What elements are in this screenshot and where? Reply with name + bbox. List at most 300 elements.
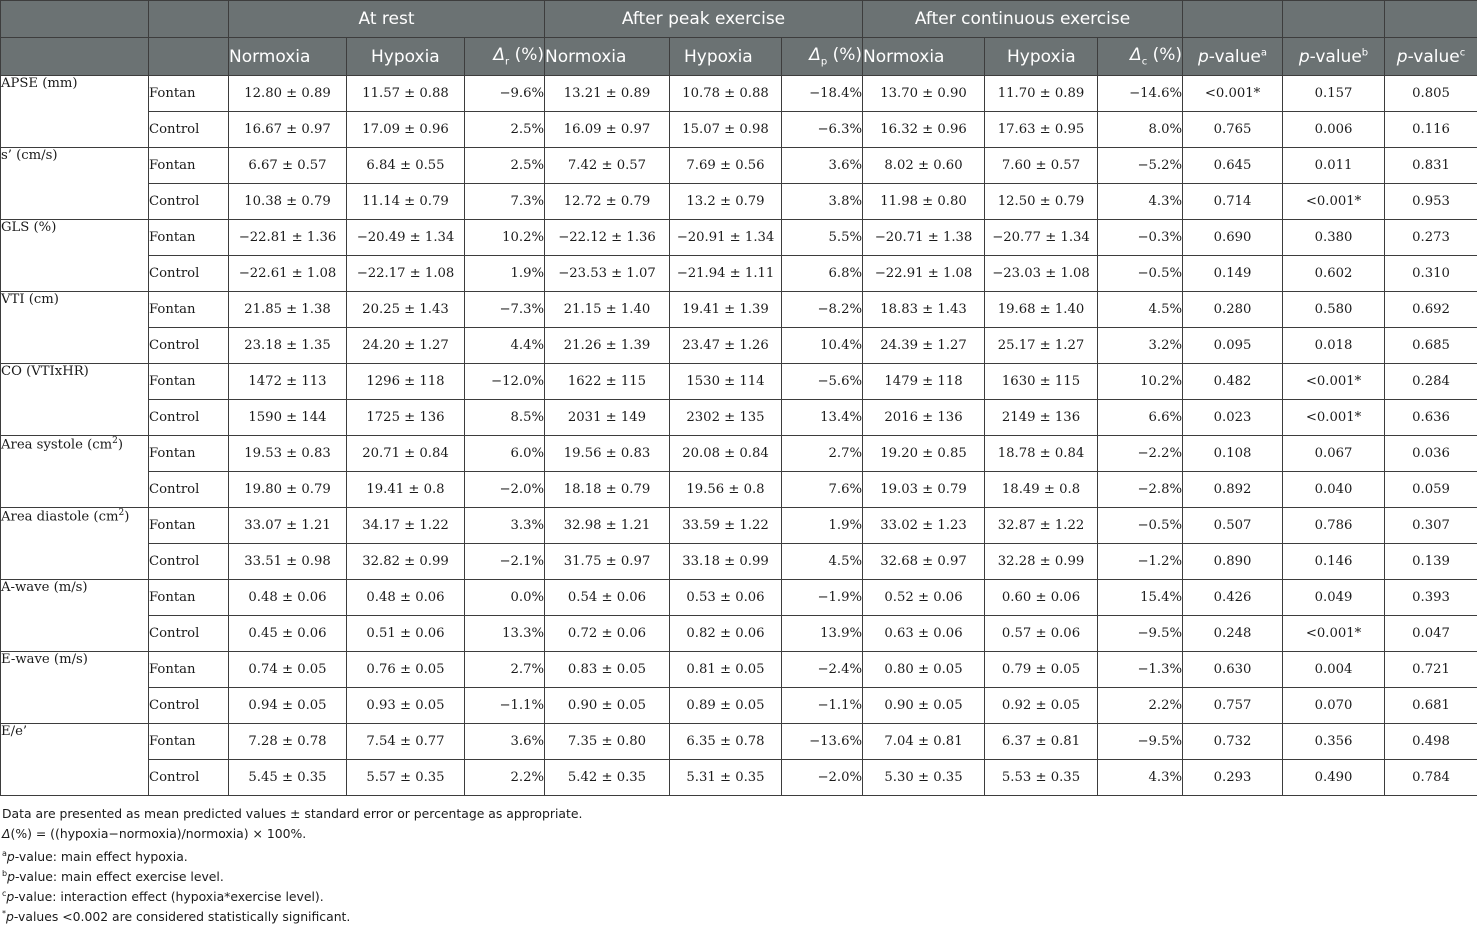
cell-normoxia-rest: 7.28 ± 0.78 xyxy=(229,724,347,760)
group-label: Fontan xyxy=(149,580,229,616)
cell-hypoxia-peak: 23.47 ± 1.26 xyxy=(670,328,782,364)
cell-normoxia-continuous: 33.02 ± 1.23 xyxy=(863,508,985,544)
cell-normoxia-rest: 10.38 ± 0.79 xyxy=(229,184,347,220)
group-label: Control xyxy=(149,616,229,652)
cell-delta-rest: −1.1% xyxy=(465,688,545,724)
cell-delta-rest: 2.5% xyxy=(465,148,545,184)
group-label: Fontan xyxy=(149,292,229,328)
cell-normoxia-rest: 0.48 ± 0.06 xyxy=(229,580,347,616)
cell-normoxia-peak: −22.12 ± 1.36 xyxy=(545,220,670,256)
cell-p-value-a: 0.248 xyxy=(1183,616,1283,652)
cell-normoxia-continuous: 32.68 ± 0.97 xyxy=(863,544,985,580)
table-row xyxy=(1,364,1477,400)
cell-hypoxia-rest: 1725 ± 136 xyxy=(347,400,465,436)
table-row xyxy=(1,436,1477,472)
cell-normoxia-rest: 1472 ± 113 xyxy=(229,364,347,400)
cell-hypoxia-peak: 6.35 ± 0.78 xyxy=(670,724,782,760)
cell-delta-rest: 13.3% xyxy=(465,616,545,652)
cell-delta-continuous: −2.8% xyxy=(1098,472,1183,508)
cell-delta-continuous: −14.6% xyxy=(1098,76,1183,112)
cell-delta-rest: 7.3% xyxy=(465,184,545,220)
cell-normoxia-peak: 0.90 ± 0.05 xyxy=(545,688,670,724)
col-normoxia-rest: Normoxia xyxy=(229,38,347,76)
cell-normoxia-continuous: 0.63 ± 0.06 xyxy=(863,616,985,652)
cell-normoxia-rest: 6.67 ± 0.57 xyxy=(229,148,347,184)
table-row xyxy=(1,76,1477,112)
cell-normoxia-rest: 16.67 ± 0.97 xyxy=(229,112,347,148)
cell-hypoxia-rest: 0.76 ± 0.05 xyxy=(347,652,465,688)
cell-hypoxia-continuous: 1630 ± 115 xyxy=(985,364,1098,400)
cell-delta-peak: 13.9% xyxy=(782,616,863,652)
cell-p-value-c: 0.307 xyxy=(1385,508,1477,544)
variable-label: Area diastole $(cm^2)$ xyxy=(1,508,149,580)
cell-hypoxia-rest: 19.41 ± 0.8 xyxy=(347,472,465,508)
cell-hypoxia-continuous: 0.79 ± 0.05 xyxy=(985,652,1098,688)
header-blank-pb xyxy=(1283,1,1385,38)
cell-hypoxia-peak: 0.53 ± 0.06 xyxy=(670,580,782,616)
cell-hypoxia-continuous: 25.17 ± 1.27 xyxy=(985,328,1098,364)
cell-delta-rest: 2.5% xyxy=(465,112,545,148)
cell-p-value-c: 0.059 xyxy=(1385,472,1477,508)
cell-hypoxia-peak: 0.89 ± 0.05 xyxy=(670,688,782,724)
cell-p-value-b: 0.580 xyxy=(1283,292,1385,328)
cell-delta-peak: −1.9% xyxy=(782,580,863,616)
group-label: Control xyxy=(149,112,229,148)
cell-hypoxia-peak: 2302 ± 135 xyxy=(670,400,782,436)
cell-hypoxia-continuous: 17.63 ± 0.95 xyxy=(985,112,1098,148)
col-p-value-b: p-value$^b$ xyxy=(1283,38,1385,76)
cell-delta-rest: −7.3% xyxy=(465,292,545,328)
cell-delta-rest: 6.0% xyxy=(465,436,545,472)
cell-p-value-b: 0.006 xyxy=(1283,112,1385,148)
cell-delta-rest: −12.0% xyxy=(465,364,545,400)
cell-p-value-c: 0.273 xyxy=(1385,220,1477,256)
cell-p-value-b: 0.157 xyxy=(1283,76,1385,112)
cell-delta-peak: 2.7% xyxy=(782,436,863,472)
cell-delta-peak: −1.1% xyxy=(782,688,863,724)
cell-hypoxia-continuous: 7.60 ± 0.57 xyxy=(985,148,1098,184)
cell-p-value-a: 0.507 xyxy=(1183,508,1283,544)
cell-hypoxia-continuous: 32.87 ± 1.22 xyxy=(985,508,1098,544)
cell-normoxia-peak: 5.42 ± 0.35 xyxy=(545,760,670,796)
col-p-value-c: p-value$^c$ xyxy=(1385,38,1477,76)
header-after-peak-exercise: After peak exercise xyxy=(545,1,863,38)
cell-p-value-c: 0.139 xyxy=(1385,544,1477,580)
cell-p-value-c: 0.692 xyxy=(1385,292,1477,328)
cell-normoxia-peak: 0.83 ± 0.05 xyxy=(545,652,670,688)
cell-p-value-a: 0.732 xyxy=(1183,724,1283,760)
variable-label: APSE (mm) xyxy=(1,76,149,148)
table-row xyxy=(1,472,1477,508)
cell-normoxia-peak: 13.21 ± 0.89 xyxy=(545,76,670,112)
group-label: Control xyxy=(149,184,229,220)
cell-normoxia-rest: 23.18 ± 1.35 xyxy=(229,328,347,364)
col-delta-rest: $\Delta_r$ (%) xyxy=(465,38,545,76)
cell-normoxia-continuous: 11.98 ± 0.80 xyxy=(863,184,985,220)
group-label: Fontan xyxy=(149,724,229,760)
group-label: Control xyxy=(149,472,229,508)
variable-label: s’ (cm/s) xyxy=(1,148,149,220)
group-label: Fontan xyxy=(149,508,229,544)
col-hypoxia-rest: Hypoxia xyxy=(347,38,465,76)
cell-hypoxia-rest: 6.84 ± 0.55 xyxy=(347,148,465,184)
cell-normoxia-peak: 12.72 ± 0.79 xyxy=(545,184,670,220)
variable-label: VTI (cm) xyxy=(1,292,149,364)
cell-p-value-a: 0.892 xyxy=(1183,472,1283,508)
variable-label: Area systole $(cm^2)$ xyxy=(1,436,149,508)
cell-hypoxia-rest: 0.51 ± 0.06 xyxy=(347,616,465,652)
cell-normoxia-continuous: 5.30 ± 0.35 xyxy=(863,760,985,796)
cell-delta-peak: −2.0% xyxy=(782,760,863,796)
cell-normoxia-rest: 19.80 ± 0.79 xyxy=(229,472,347,508)
cell-hypoxia-rest: 7.54 ± 0.77 xyxy=(347,724,465,760)
cell-hypoxia-continuous: 2149 ± 136 xyxy=(985,400,1098,436)
cell-p-value-b: 0.786 xyxy=(1283,508,1385,544)
cell-delta-continuous: 15.4% xyxy=(1098,580,1183,616)
cell-delta-peak: −6.3% xyxy=(782,112,863,148)
cell-normoxia-continuous: 2016 ± 136 xyxy=(863,400,985,436)
cell-delta-peak: 5.5% xyxy=(782,220,863,256)
cell-p-value-b: <0.001* xyxy=(1283,364,1385,400)
cell-p-value-a: 0.482 xyxy=(1183,364,1283,400)
header-at-rest: At rest xyxy=(229,1,545,38)
cell-p-value-c: 0.681 xyxy=(1385,688,1477,724)
cell-p-value-a: 0.293 xyxy=(1183,760,1283,796)
cell-hypoxia-peak: 33.59 ± 1.22 xyxy=(670,508,782,544)
cell-hypoxia-peak: 19.41 ± 1.39 xyxy=(670,292,782,328)
cell-p-value-b: 0.070 xyxy=(1283,688,1385,724)
cell-hypoxia-peak: 7.69 ± 0.56 xyxy=(670,148,782,184)
cell-normoxia-rest: 12.80 ± 0.89 xyxy=(229,76,347,112)
cell-delta-continuous: 2.2% xyxy=(1098,688,1183,724)
cell-normoxia-continuous: 0.52 ± 0.06 xyxy=(863,580,985,616)
group-label: Fontan xyxy=(149,364,229,400)
footnote-significance: *p-values <0.002 are considered statistically significant. xyxy=(2,904,1002,924)
cell-normoxia-continuous: 24.39 ± 1.27 xyxy=(863,328,985,364)
col-delta-continuous: $\Delta_c$ (%) xyxy=(1098,38,1183,76)
group-label: Control xyxy=(149,328,229,364)
cell-delta-continuous: 4.3% xyxy=(1098,760,1183,796)
footnote-c: $^c$p-value: interaction effect (hypoxia*exercise level). xyxy=(2,884,1002,904)
cell-hypoxia-rest: 24.20 ± 1.27 xyxy=(347,328,465,364)
header-blank-variable xyxy=(1,1,149,38)
cell-hypoxia-continuous: 18.49 ± 0.8 xyxy=(985,472,1098,508)
cell-normoxia-rest: 1590 ± 144 xyxy=(229,400,347,436)
cell-hypoxia-continuous: 19.68 ± 1.40 xyxy=(985,292,1098,328)
cell-normoxia-peak: 31.75 ± 0.97 xyxy=(545,544,670,580)
cell-normoxia-peak: 21.26 ± 1.39 xyxy=(545,328,670,364)
group-label: Fontan xyxy=(149,76,229,112)
group-label: Control xyxy=(149,544,229,580)
cell-p-value-c: 0.116 xyxy=(1385,112,1477,148)
cell-hypoxia-peak: 1530 ± 114 xyxy=(670,364,782,400)
cell-normoxia-peak: 2031 ± 149 xyxy=(545,400,670,436)
cell-normoxia-continuous: 19.20 ± 0.85 xyxy=(863,436,985,472)
cell-hypoxia-peak: 5.31 ± 0.35 xyxy=(670,760,782,796)
cell-hypoxia-peak: 19.56 ± 0.8 xyxy=(670,472,782,508)
cell-delta-continuous: −2.2% xyxy=(1098,436,1183,472)
cell-hypoxia-continuous: 18.78 ± 0.84 xyxy=(985,436,1098,472)
cell-normoxia-continuous: 19.03 ± 0.79 xyxy=(863,472,985,508)
cell-normoxia-peak: 7.35 ± 0.80 xyxy=(545,724,670,760)
cell-p-value-c: 0.953 xyxy=(1385,184,1477,220)
cell-delta-continuous: 4.3% xyxy=(1098,184,1183,220)
cell-normoxia-continuous: 0.80 ± 0.05 xyxy=(863,652,985,688)
col-p-value-a: p-value$^a$ xyxy=(1183,38,1283,76)
cell-delta-peak: 6.8% xyxy=(782,256,863,292)
table-row xyxy=(1,292,1477,328)
col-hypoxia-peak: Hypoxia xyxy=(670,38,782,76)
cell-hypoxia-continuous: 0.92 ± 0.05 xyxy=(985,688,1098,724)
cell-hypoxia-rest: 5.57 ± 0.35 xyxy=(347,760,465,796)
cell-p-value-a: 0.095 xyxy=(1183,328,1283,364)
table-row xyxy=(1,112,1477,148)
cell-hypoxia-peak: 20.08 ± 0.84 xyxy=(670,436,782,472)
cell-normoxia-rest: 19.53 ± 0.83 xyxy=(229,436,347,472)
col-hypoxia-continuous: Hypoxia xyxy=(985,38,1098,76)
cell-p-value-b: 0.067 xyxy=(1283,436,1385,472)
cell-delta-rest: 4.4% xyxy=(465,328,545,364)
cell-delta-continuous: 4.5% xyxy=(1098,292,1183,328)
cell-hypoxia-peak: 0.82 ± 0.06 xyxy=(670,616,782,652)
cell-delta-continuous: −5.2% xyxy=(1098,148,1183,184)
cell-hypoxia-continuous: −20.77 ± 1.34 xyxy=(985,220,1098,256)
cell-normoxia-continuous: −22.91 ± 1.08 xyxy=(863,256,985,292)
cell-delta-continuous: 10.2% xyxy=(1098,364,1183,400)
cell-hypoxia-peak: −21.94 ± 1.11 xyxy=(670,256,782,292)
cell-p-value-c: 0.721 xyxy=(1385,652,1477,688)
cell-normoxia-peak: 32.98 ± 1.21 xyxy=(545,508,670,544)
cell-delta-peak: 4.5% xyxy=(782,544,863,580)
cell-delta-peak: 13.4% xyxy=(782,400,863,436)
variable-label: CO (VTIxHR) xyxy=(1,364,149,436)
col-normoxia-continuous: Normoxia xyxy=(863,38,985,76)
table-row xyxy=(1,652,1477,688)
cell-p-value-c: 0.284 xyxy=(1385,364,1477,400)
cell-p-value-b: <0.001* xyxy=(1283,616,1385,652)
cell-normoxia-continuous: 13.70 ± 0.90 xyxy=(863,76,985,112)
group-label: Control xyxy=(149,256,229,292)
cell-p-value-a: 0.714 xyxy=(1183,184,1283,220)
cell-hypoxia-rest: 17.09 ± 0.96 xyxy=(347,112,465,148)
cell-delta-rest: 3.3% xyxy=(465,508,545,544)
cell-hypoxia-rest: 11.57 ± 0.88 xyxy=(347,76,465,112)
cell-p-value-b: 0.356 xyxy=(1283,724,1385,760)
cell-delta-continuous: −0.5% xyxy=(1098,508,1183,544)
group-label: Fontan xyxy=(149,220,229,256)
cell-hypoxia-continuous: 32.28 ± 0.99 xyxy=(985,544,1098,580)
cell-hypoxia-rest: 20.71 ± 0.84 xyxy=(347,436,465,472)
cell-delta-continuous: −1.2% xyxy=(1098,544,1183,580)
variable-label: E-wave (m/s) xyxy=(1,652,149,724)
group-label: Control xyxy=(149,760,229,796)
cell-p-value-c: 0.685 xyxy=(1385,328,1477,364)
cell-normoxia-peak: 0.54 ± 0.06 xyxy=(545,580,670,616)
group-label: Fontan xyxy=(149,652,229,688)
cell-normoxia-rest: 21.85 ± 1.38 xyxy=(229,292,347,328)
table-row xyxy=(1,400,1477,436)
cell-delta-peak: −8.2% xyxy=(782,292,863,328)
cell-p-value-b: 0.040 xyxy=(1283,472,1385,508)
cell-hypoxia-rest: −22.17 ± 1.08 xyxy=(347,256,465,292)
cell-p-value-b: 0.146 xyxy=(1283,544,1385,580)
cell-delta-peak: −2.4% xyxy=(782,652,863,688)
header-blank-pa xyxy=(1183,1,1283,38)
cell-hypoxia-peak: 10.78 ± 0.88 xyxy=(670,76,782,112)
cell-normoxia-rest: 5.45 ± 0.35 xyxy=(229,760,347,796)
cell-hypoxia-rest: 34.17 ± 1.22 xyxy=(347,508,465,544)
cell-p-value-c: 0.310 xyxy=(1385,256,1477,292)
cell-normoxia-rest: −22.81 ± 1.36 xyxy=(229,220,347,256)
footnote-delta-definition: Δ(%) = ((hypoxia−normoxia)/normoxia) × 100%. xyxy=(2,824,1002,844)
cell-normoxia-continuous: 1479 ± 118 xyxy=(863,364,985,400)
cell-p-value-b: <0.001* xyxy=(1283,184,1385,220)
cell-delta-rest: 3.6% xyxy=(465,724,545,760)
cell-normoxia-rest: 33.51 ± 0.98 xyxy=(229,544,347,580)
cell-normoxia-peak: −23.53 ± 1.07 xyxy=(545,256,670,292)
cell-delta-rest: 10.2% xyxy=(465,220,545,256)
cell-delta-continuous: −9.5% xyxy=(1098,616,1183,652)
variable-label: A-wave (m/s) xyxy=(1,580,149,652)
footnote-data-presentation: Data are presented as mean predicted values ± standard error or percentage as appropriate. xyxy=(2,804,1002,824)
table-body xyxy=(1,76,1477,796)
cell-normoxia-continuous: 18.83 ± 1.43 xyxy=(863,292,985,328)
cell-p-value-b: 0.018 xyxy=(1283,328,1385,364)
cell-hypoxia-rest: 20.25 ± 1.43 xyxy=(347,292,465,328)
table-row xyxy=(1,580,1477,616)
cell-normoxia-rest: 0.94 ± 0.05 xyxy=(229,688,347,724)
cell-hypoxia-rest: 0.93 ± 0.05 xyxy=(347,688,465,724)
col-delta-peak: $\Delta_p$ (%) xyxy=(782,38,863,76)
cell-normoxia-continuous: 16.32 ± 0.96 xyxy=(863,112,985,148)
cell-p-value-a: 0.280 xyxy=(1183,292,1283,328)
cell-p-value-c: 0.831 xyxy=(1385,148,1477,184)
cell-p-value-a: 0.757 xyxy=(1183,688,1283,724)
cell-delta-continuous: 6.6% xyxy=(1098,400,1183,436)
table-row xyxy=(1,184,1477,220)
cell-normoxia-rest: 33.07 ± 1.21 xyxy=(229,508,347,544)
cell-normoxia-peak: 1622 ± 115 xyxy=(545,364,670,400)
cell-hypoxia-continuous: 6.37 ± 0.81 xyxy=(985,724,1098,760)
cell-p-value-c: 0.047 xyxy=(1385,616,1477,652)
cell-p-value-a: 0.426 xyxy=(1183,580,1283,616)
cell-p-value-b: 0.011 xyxy=(1283,148,1385,184)
cell-hypoxia-peak: 33.18 ± 0.99 xyxy=(670,544,782,580)
cell-hypoxia-rest: 11.14 ± 0.79 xyxy=(347,184,465,220)
variable-label: E/e’ xyxy=(1,724,149,796)
cell-delta-continuous: 8.0% xyxy=(1098,112,1183,148)
table-footnotes xyxy=(2,804,1002,924)
cell-delta-rest: 8.5% xyxy=(465,400,545,436)
cell-p-value-a: 0.630 xyxy=(1183,652,1283,688)
cell-normoxia-continuous: 0.90 ± 0.05 xyxy=(863,688,985,724)
table-row xyxy=(1,220,1477,256)
group-label: Control xyxy=(149,400,229,436)
cell-p-value-a: 0.690 xyxy=(1183,220,1283,256)
cell-normoxia-rest: −22.61 ± 1.08 xyxy=(229,256,347,292)
table-header xyxy=(1,1,1477,76)
cell-p-value-a: 0.765 xyxy=(1183,112,1283,148)
cell-hypoxia-peak: 15.07 ± 0.98 xyxy=(670,112,782,148)
header-blank-pc xyxy=(1385,1,1477,38)
cell-normoxia-rest: 0.74 ± 0.05 xyxy=(229,652,347,688)
cell-delta-continuous: −0.3% xyxy=(1098,220,1183,256)
cell-hypoxia-continuous: 0.60 ± 0.06 xyxy=(985,580,1098,616)
table-row xyxy=(1,760,1477,796)
group-label: Fontan xyxy=(149,148,229,184)
table-row xyxy=(1,688,1477,724)
cell-p-value-a: 0.645 xyxy=(1183,148,1283,184)
cell-hypoxia-peak: 13.2 ± 0.79 xyxy=(670,184,782,220)
cell-hypoxia-continuous: 12.50 ± 0.79 xyxy=(985,184,1098,220)
cell-normoxia-rest: 0.45 ± 0.06 xyxy=(229,616,347,652)
cell-p-value-a: 0.108 xyxy=(1183,436,1283,472)
cell-delta-peak: 10.4% xyxy=(782,328,863,364)
cell-delta-peak: 3.6% xyxy=(782,148,863,184)
cell-p-value-c: 0.036 xyxy=(1385,436,1477,472)
cell-p-value-c: 0.636 xyxy=(1385,400,1477,436)
cell-hypoxia-peak: −20.91 ± 1.34 xyxy=(670,220,782,256)
table-row xyxy=(1,544,1477,580)
cell-hypoxia-continuous: −23.03 ± 1.08 xyxy=(985,256,1098,292)
cell-p-value-b: 0.602 xyxy=(1283,256,1385,292)
table-row xyxy=(1,508,1477,544)
cell-delta-rest: −2.1% xyxy=(465,544,545,580)
variable-label: GLS (%) xyxy=(1,220,149,292)
footnote-b: $^b$p-value: main effect exercise level. xyxy=(2,864,1002,884)
cell-hypoxia-continuous: 11.70 ± 0.89 xyxy=(985,76,1098,112)
footnote-a: $^a$p-value: main effect hypoxia. xyxy=(2,844,1002,864)
cell-delta-peak: 3.8% xyxy=(782,184,863,220)
col-normoxia-peak: Normoxia xyxy=(545,38,670,76)
cell-delta-rest: 1.9% xyxy=(465,256,545,292)
cell-hypoxia-continuous: 0.57 ± 0.06 xyxy=(985,616,1098,652)
cell-delta-continuous: 3.2% xyxy=(1098,328,1183,364)
cell-hypoxia-peak: 0.81 ± 0.05 xyxy=(670,652,782,688)
cell-delta-continuous: −9.5% xyxy=(1098,724,1183,760)
cell-hypoxia-rest: 32.82 ± 0.99 xyxy=(347,544,465,580)
cell-delta-peak: −13.6% xyxy=(782,724,863,760)
cell-p-value-c: 0.393 xyxy=(1385,580,1477,616)
cell-p-value-c: 0.784 xyxy=(1385,760,1477,796)
cell-hypoxia-rest: 1296 ± 118 xyxy=(347,364,465,400)
cell-p-value-b: 0.004 xyxy=(1283,652,1385,688)
cell-normoxia-peak: 16.09 ± 0.97 xyxy=(545,112,670,148)
cell-delta-continuous: −1.3% xyxy=(1098,652,1183,688)
table-row xyxy=(1,256,1477,292)
header-blank-group xyxy=(149,1,229,38)
cell-delta-continuous: −0.5% xyxy=(1098,256,1183,292)
cell-delta-peak: −18.4% xyxy=(782,76,863,112)
cell-normoxia-peak: 0.72 ± 0.06 xyxy=(545,616,670,652)
cell-p-value-b: 0.380 xyxy=(1283,220,1385,256)
cell-delta-peak: 1.9% xyxy=(782,508,863,544)
cell-delta-rest: −2.0% xyxy=(465,472,545,508)
cell-normoxia-peak: 21.15 ± 1.40 xyxy=(545,292,670,328)
cell-delta-rest: 2.7% xyxy=(465,652,545,688)
cell-p-value-b: 0.490 xyxy=(1283,760,1385,796)
cell-delta-peak: −5.6% xyxy=(782,364,863,400)
cell-p-value-b: 0.049 xyxy=(1283,580,1385,616)
group-label: Control xyxy=(149,688,229,724)
table-row xyxy=(1,616,1477,652)
cell-normoxia-peak: 7.42 ± 0.57 xyxy=(545,148,670,184)
cell-hypoxia-rest: −20.49 ± 1.34 xyxy=(347,220,465,256)
table-row xyxy=(1,148,1477,184)
cell-normoxia-continuous: −20.71 ± 1.38 xyxy=(863,220,985,256)
cell-p-value-a: 0.023 xyxy=(1183,400,1283,436)
cell-p-value-c: 0.805 xyxy=(1385,76,1477,112)
